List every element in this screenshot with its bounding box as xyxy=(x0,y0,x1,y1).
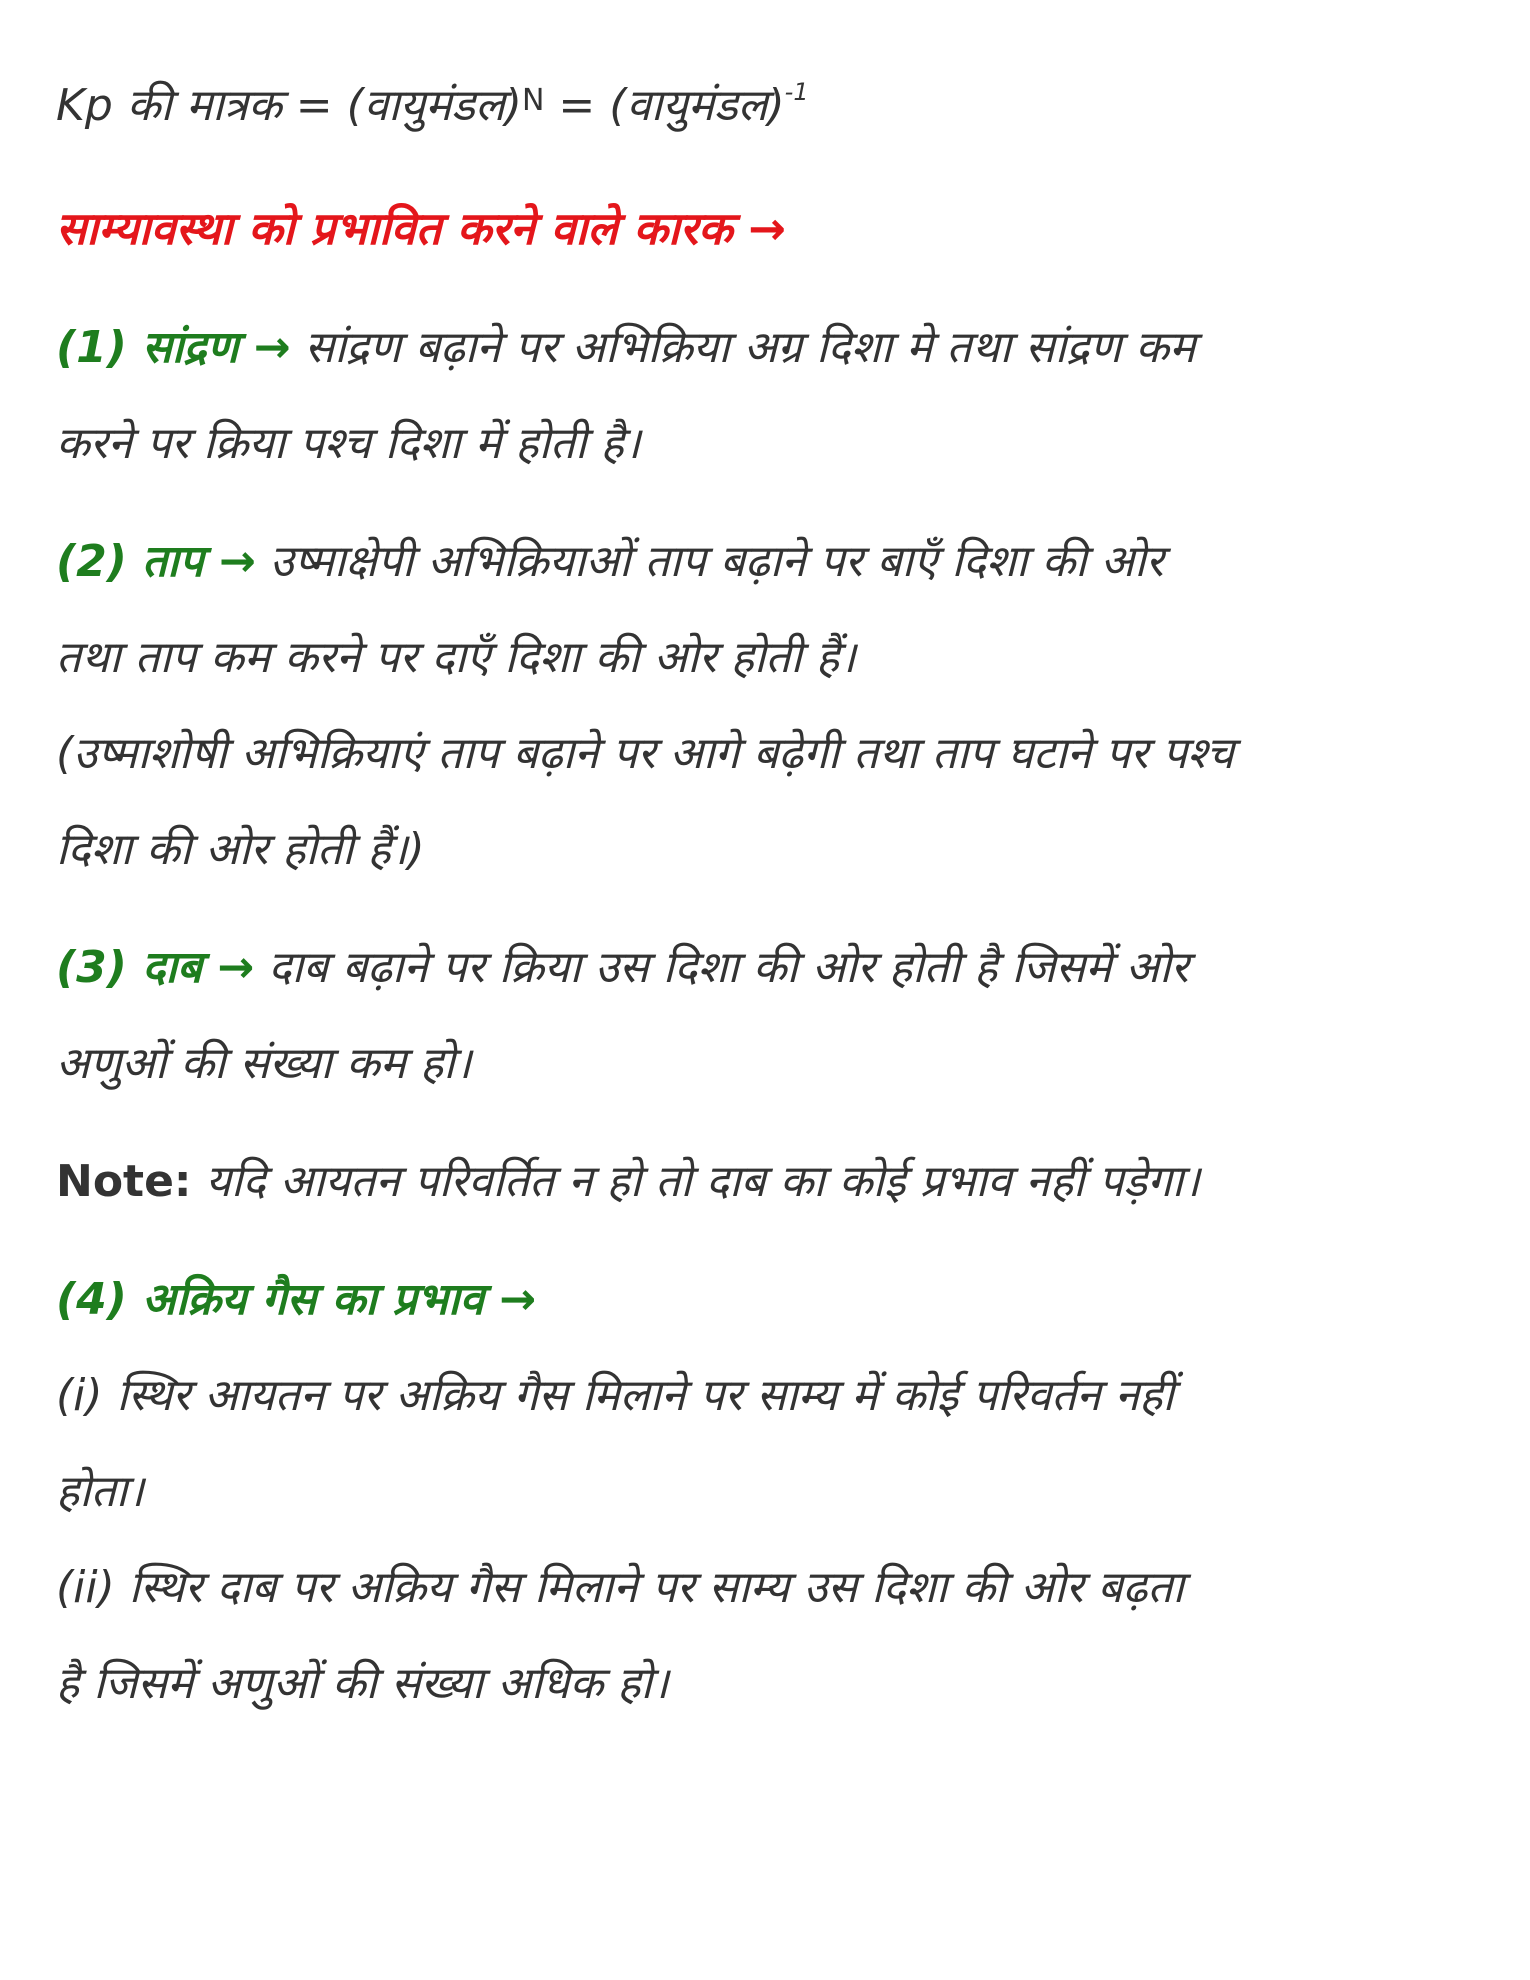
section-1-label: (1) सांद्रण → xyxy=(56,322,291,373)
spacer xyxy=(56,898,1474,920)
section-2-text-1: उष्माक्षेपी अभिक्रियाओं ताप बढ़ाने पर बाएँ दिशा की ओर xyxy=(255,536,1164,587)
section-3-line-1 xyxy=(56,920,1474,1016)
spacer xyxy=(56,278,1474,300)
section-3-label: (3) दाब → xyxy=(56,942,255,993)
spacer xyxy=(56,159,1474,181)
section-1-line-1 xyxy=(56,300,1474,396)
section-pressure xyxy=(56,920,1474,1112)
kp-unit-line xyxy=(56,58,1474,159)
main-heading: साम्यावस्था को प्रभावित करने वाले कारक → xyxy=(56,202,786,255)
main-heading-line xyxy=(56,181,1474,278)
section-3-text-1: दाब बढ़ाने पर क्रिया उस दिशा की ओर होती है जिसमें ओर xyxy=(254,942,1189,993)
section-2-line-4: दिशा की ओर होती हैं।) xyxy=(56,824,425,875)
section-1-text-1: सांद्रण बढ़ाने पर अभिक्रिया अग्र दिशा मे तथा सांद्रण कम xyxy=(290,322,1196,373)
section-3-line-2: अणुओं की संख्या कम हो। xyxy=(56,1038,472,1089)
section-2-line-1 xyxy=(56,514,1474,610)
section-1-line-2: करने पर क्रिया पश्च दिशा में होती है। xyxy=(56,418,641,469)
section-4-line-2: होता। xyxy=(56,1466,144,1517)
note-line xyxy=(56,1134,1474,1230)
kp-unit-middle: = (वायुमंडल) xyxy=(544,80,785,131)
section-2-line-3: (उष्माशोषी अभिक्रियाएं ताप बढ़ाने पर आगे बढ़ेगी तथा ताप घटाने पर पश्च xyxy=(56,728,1234,779)
kp-unit-superscript-exponent: -1 xyxy=(784,78,809,107)
kp-unit-superscript-n: N xyxy=(521,83,545,118)
spacer xyxy=(56,1112,1474,1134)
section-4-label: (4) अक्रिय गैस का प्रभाव → xyxy=(56,1274,537,1325)
spacer xyxy=(56,1230,1474,1252)
section-4-line-4: है जिसमें अणुओं की संख्या अधिक हो। xyxy=(56,1658,669,1709)
section-concentration xyxy=(56,300,1474,492)
section-temperature xyxy=(56,514,1474,898)
section-inert-gas xyxy=(56,1252,1474,1732)
spacer xyxy=(56,492,1474,514)
kp-unit-prefix: Kp की मात्रक = (वायुमंडल) xyxy=(56,80,522,131)
section-2-line-2: तथा ताप कम करने पर दाएँ दिशा की ओर होती हैं। xyxy=(56,632,856,683)
section-4-line-1: (i) स्थिर आयतन पर अक्रिय गैस मिलाने पर साम्य में कोई परिवर्तन नहीं xyxy=(56,1370,1174,1421)
note-label: Note: xyxy=(56,1156,192,1207)
section-2-label: (2) ताप → xyxy=(56,536,256,587)
section-4-line-3: (ii) स्थिर दाब पर अक्रिय गैस मिलाने पर साम्य उस दिशा की ओर बढ़ता xyxy=(56,1562,1184,1613)
note-text: यदि आयतन परिवर्तित न हो तो दाब का कोई प्रभाव नहीं पड़ेगा। xyxy=(191,1156,1200,1207)
section-4-heading-line xyxy=(56,1252,1474,1348)
